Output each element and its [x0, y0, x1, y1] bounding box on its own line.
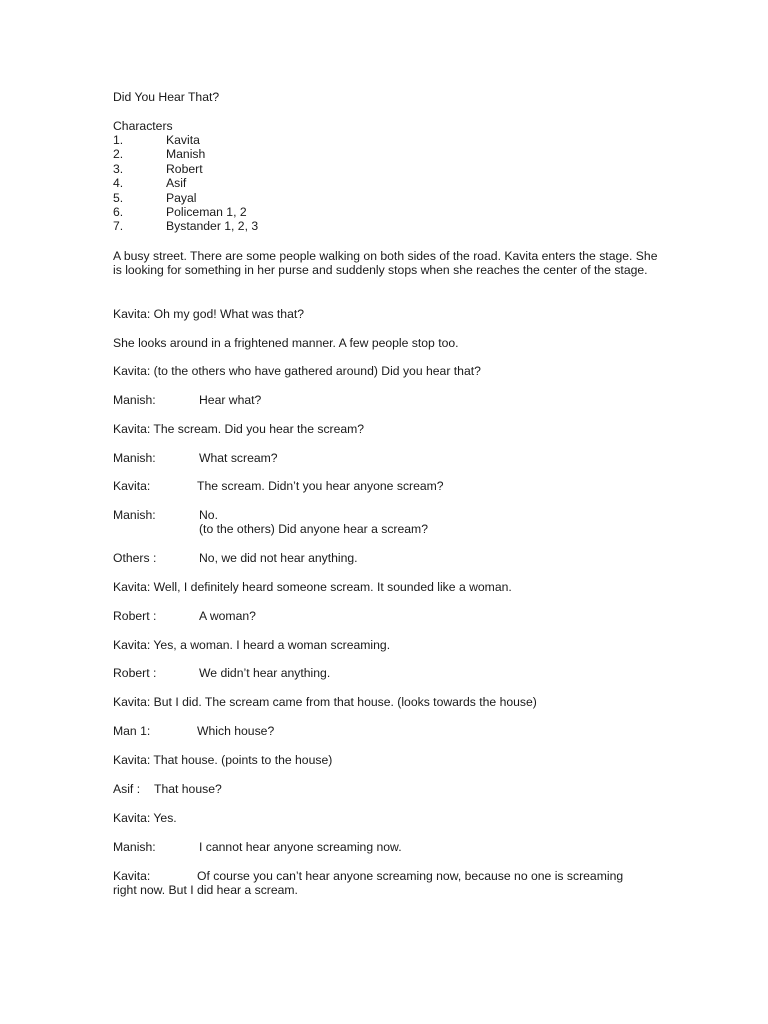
document-page	[113, 0, 658, 1024]
list-item	[113, 191, 258, 205]
dialogue-continuation: right now. But I did hear a scream.	[113, 883, 298, 897]
dialogue-line: Kavita: (to the others who have gathered around) Did you hear that?	[113, 364, 481, 378]
speaker-label: Manish:	[113, 840, 156, 854]
list-number: 3.	[113, 161, 124, 176]
dialogue-line: Kavita: Oh my god! What was that?	[113, 307, 305, 321]
dialogue-line	[113, 508, 218, 522]
character-name: Asif	[166, 176, 187, 191]
dialogue-line	[113, 840, 402, 854]
document-title: Did You Hear That?	[113, 90, 220, 104]
list-item	[113, 205, 258, 219]
character-name: Bystander 1, 2, 3	[166, 219, 259, 234]
dialogue-continuation: (to the others) Did anyone hear a scream?	[199, 522, 428, 536]
speaker-label: Man 1:	[113, 724, 151, 738]
speaker-label: Others :	[113, 551, 157, 565]
dialogue-text: No, we did not hear anything.	[199, 551, 358, 565]
character-name: Robert	[166, 161, 203, 176]
stage-direction-line: She looks around in a frightened manner. A few people stop too.	[113, 336, 459, 350]
dialogue-line: Kavita: Well, I definitely heard someone scream. It sounded like a woman.	[113, 580, 512, 594]
speaker-label: Manish:	[113, 393, 156, 407]
dialogue-line: Kavita: Yes, a woman. I heard a woman screaming.	[113, 638, 391, 652]
speaker-label: Manish:	[113, 451, 156, 465]
character-list	[113, 133, 258, 234]
list-number: 4.	[113, 176, 124, 191]
character-name: Payal	[166, 190, 197, 205]
list-item	[113, 176, 258, 190]
dialogue-text: The scream. Didn’t you hear anyone scream?	[197, 479, 444, 493]
dialogue-line	[113, 609, 256, 623]
list-number: 7.	[113, 219, 124, 234]
dialogue-line: Kavita: Yes.	[113, 811, 177, 825]
character-name: Manish	[166, 147, 206, 162]
character-name: Policeman 1, 2	[166, 204, 247, 219]
dialogue-line	[113, 393, 262, 407]
dialogue-text: Of course you can’t hear anyone screaming now, because no one is screaming	[197, 869, 624, 883]
speaker-label: Robert :	[113, 609, 157, 623]
dialogue-line	[113, 666, 331, 680]
dialogue-line	[113, 451, 278, 465]
dialogue-text: That house?	[154, 782, 222, 796]
list-number: 5.	[113, 190, 124, 205]
list-item	[113, 147, 258, 161]
speaker-label: Kavita:	[113, 479, 151, 493]
speaker-label: Kavita:	[113, 869, 151, 883]
dialogue-line	[113, 479, 444, 493]
list-number: 2.	[113, 147, 124, 162]
speaker-label: Manish:	[113, 508, 156, 522]
list-item	[113, 133, 258, 147]
dialogue-line: Kavita: The scream. Did you hear the scream?	[113, 422, 365, 436]
characters-heading: Characters	[113, 119, 173, 133]
stage-direction-paragraph: A busy street. There are some people walking on both sides of the road. Kavita enters the stage. She is looking for something in her purse and suddenly stops when she reaches the center of the stage.	[113, 249, 658, 278]
dialogue-text: Hear what?	[199, 393, 262, 407]
dialogue-text: What scream?	[199, 451, 278, 465]
list-item	[113, 162, 258, 176]
list-number: 1.	[113, 133, 124, 147]
dialogue-text: A woman?	[199, 609, 256, 623]
dialogue-text: Which house?	[197, 724, 275, 738]
dialogue-line	[113, 869, 624, 883]
dialogue-text: We didn’t hear anything.	[199, 666, 331, 680]
list-number: 6.	[113, 204, 124, 219]
dialogue-line	[113, 724, 275, 738]
dialogue-line	[113, 782, 222, 796]
character-name: Kavita	[166, 133, 200, 147]
dialogue-text: I cannot hear anyone screaming now.	[199, 840, 402, 854]
speaker-label: Asif :	[113, 782, 141, 796]
dialogue-text: No.	[199, 508, 218, 522]
speaker-label: Robert :	[113, 666, 157, 680]
dialogue-line: Kavita: That house. (points to the house)	[113, 753, 333, 767]
dialogue-line: Kavita: But I did. The scream came from that house. (looks towards the house)	[113, 695, 537, 709]
list-item	[113, 219, 258, 233]
dialogue-line	[113, 551, 358, 565]
